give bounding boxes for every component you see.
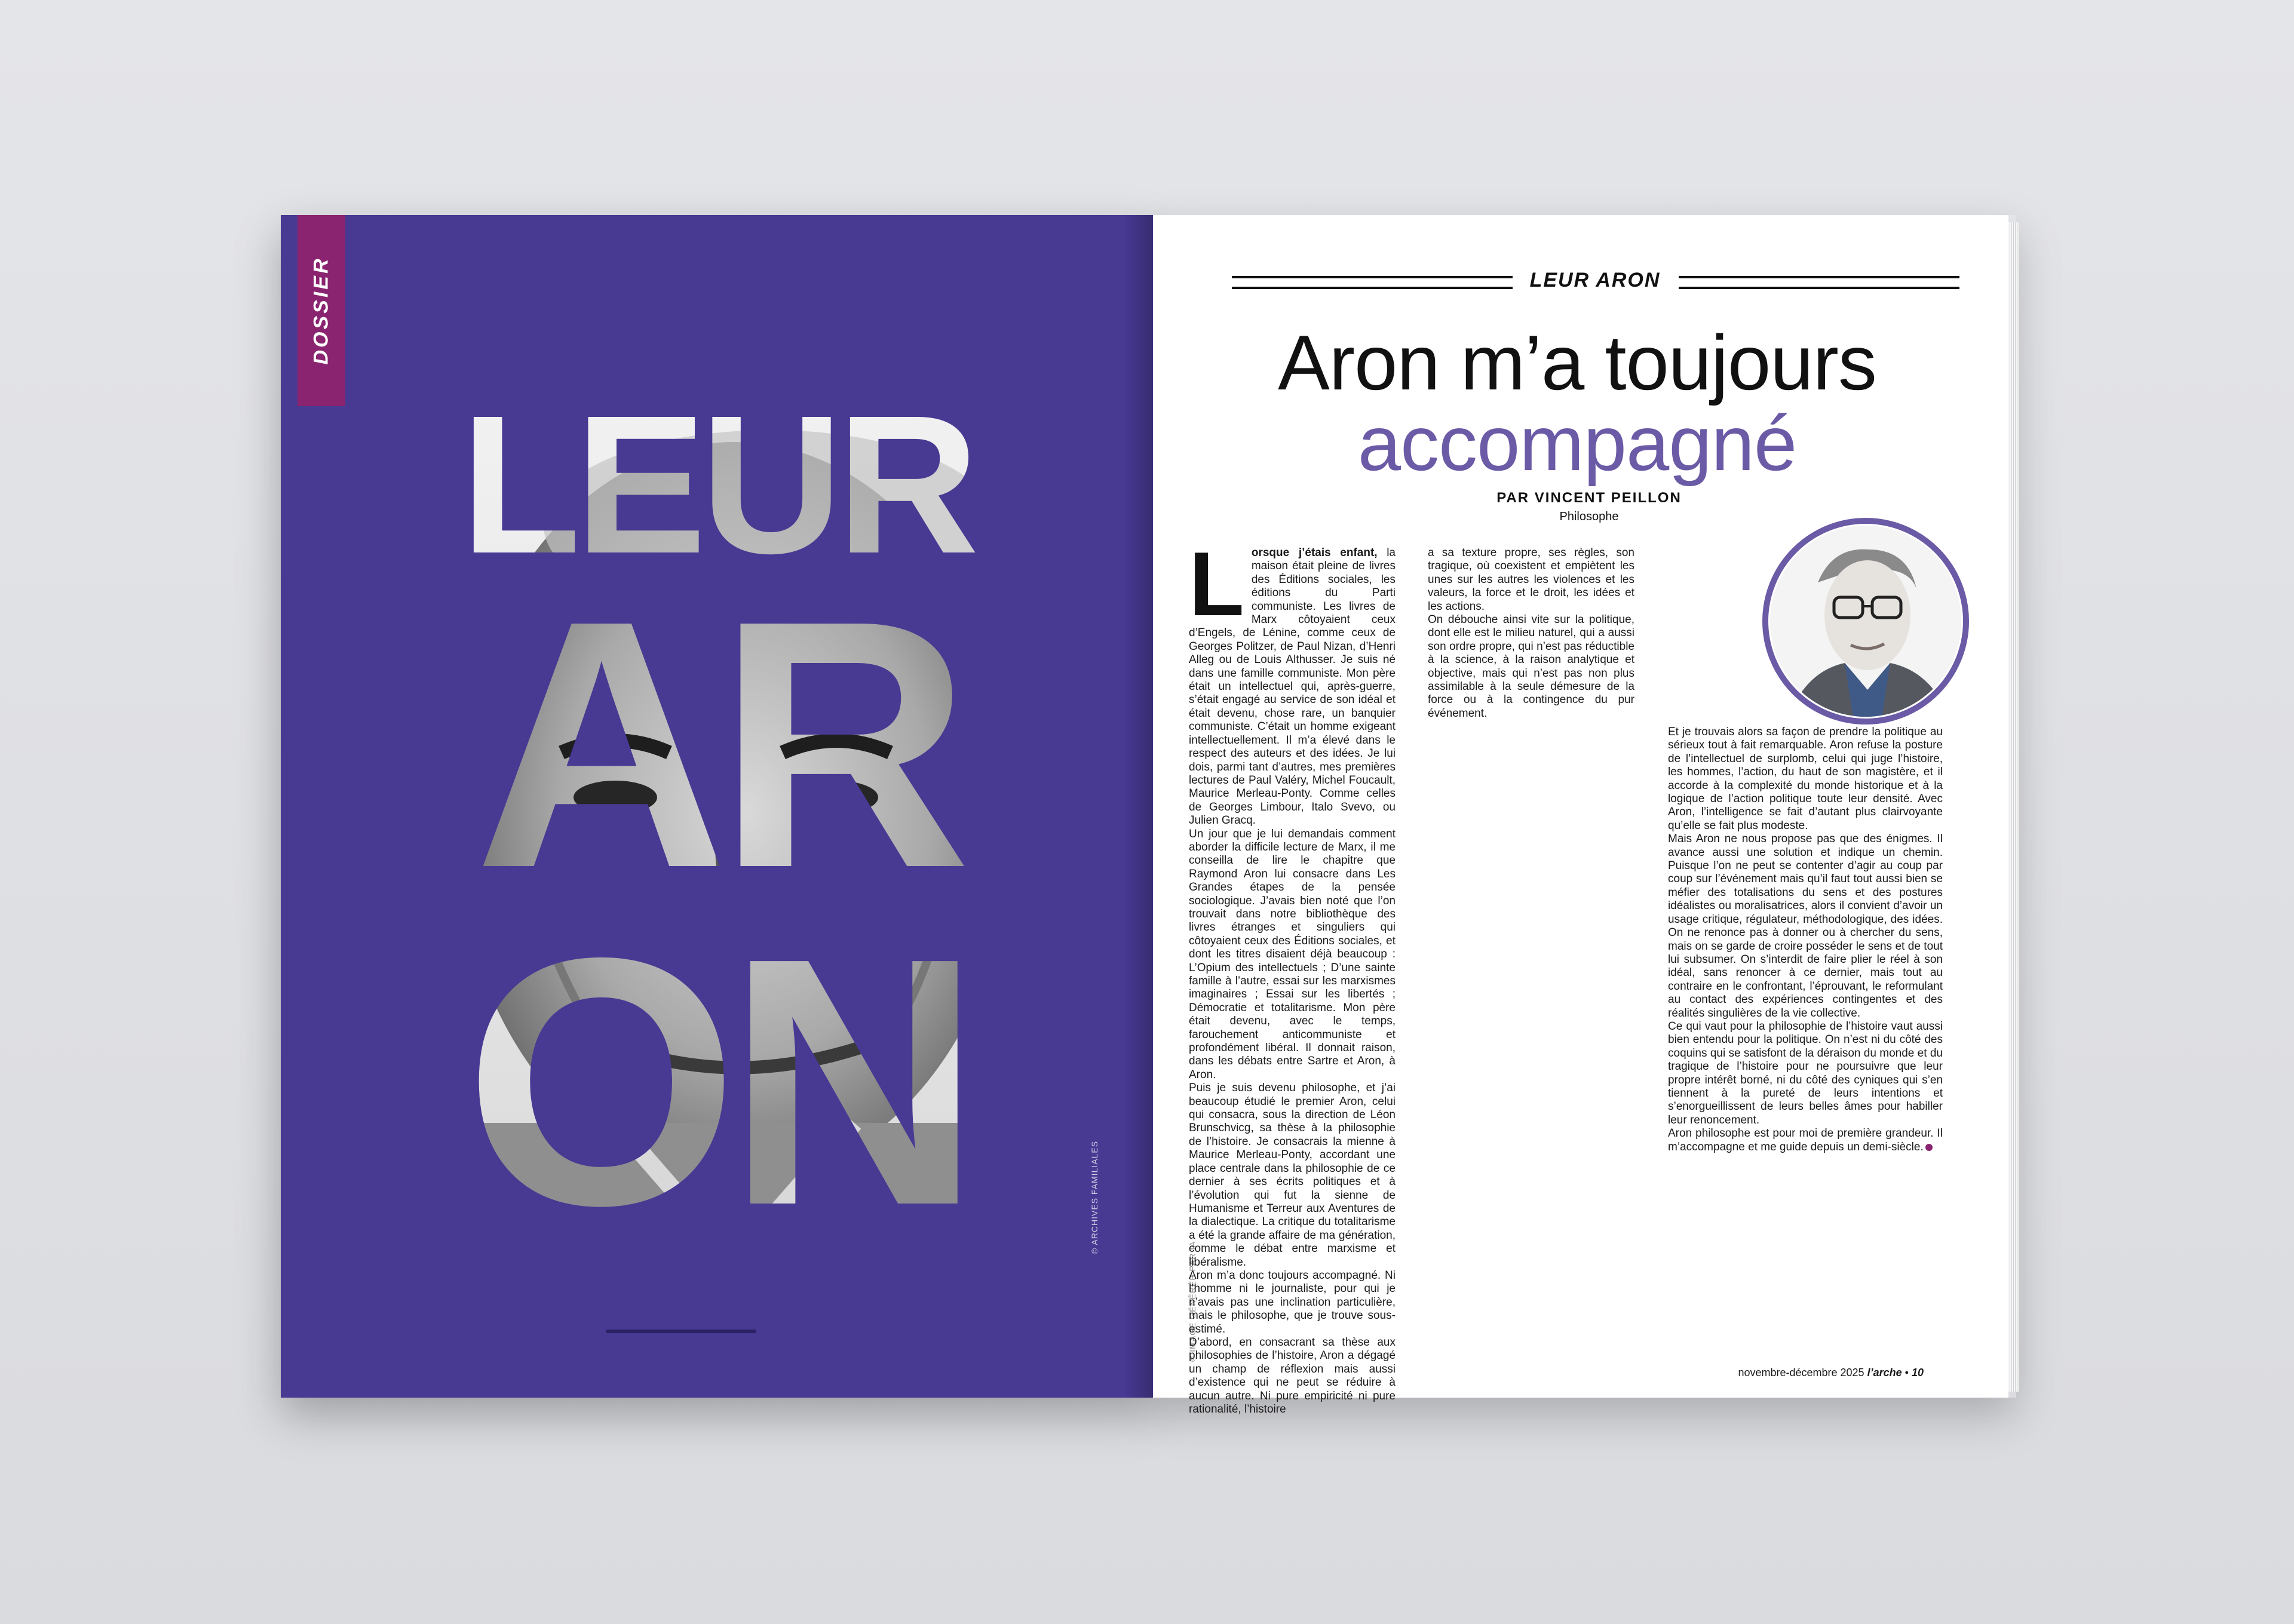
photo-credit: © ARCHIVES FAMILIALES	[1090, 1140, 1099, 1254]
paragraph: Puis je suis devenu philosophe, et j’ai beaucoup étudié le premier Aron, celui qui consacra, sous la direction de Léon Brunschvicg, sa thèse à la philosophie de l’histoire. Je consacrais la mienne à Maurice Merleau-Ponty, accordant une place centrale dans la philosophie de ce dernier à ses écrits politiques et à l’évolution qui fut la sienne de Humanisme et Terreur aux Aventures de la dialectique. La critique du totalitarisme a été la grande affaire de ma génération, comme le débat entre marxisme et libéralisme.	[1189, 1082, 1396, 1269]
section-tab-label: DOSSIER	[309, 256, 333, 365]
paragraph	[1668, 1127, 1943, 1154]
article-headline	[1189, 319, 1965, 487]
page-folio	[1643, 1367, 1924, 1379]
end-mark-icon	[1925, 1144, 1933, 1151]
page-edges	[2008, 222, 2019, 1392]
article-column-1	[1189, 533, 1396, 1416]
article-column-2	[1428, 547, 1634, 720]
headline-line-1: Aron m’a toujours	[1278, 319, 1876, 406]
right-page	[1153, 215, 2008, 1416]
author-portrait	[1761, 517, 1970, 726]
headline-line-2: accompagné	[1357, 400, 1797, 487]
lead-in: orsque j’étais enfant,	[1251, 547, 1378, 559]
paragraph: On débouche ainsi vite sur la politique, dont elle est le milieu naturel, qui a aussi son ordre propre, qui n’est pas réductible à la science, à la raison analytique et objective, mais qui n’est pas non plus assimilable à la seule démesure de la force ou à la contingence du pur événement.	[1428, 613, 1634, 720]
drop-cap: L	[1189, 533, 1244, 635]
decorative-rule	[606, 1330, 756, 1333]
kicker-rule-left	[1232, 276, 1513, 289]
paragraph: Et je trouvais alors sa façon de prendre la politique au sérieux tout à fait remarquable. Aron refuse la posture de l’intellectuel de surplomb, celui qui juge l’histoire, les hommes, l’action, du haut de son magistère, et il accorde à la complexité du monde historique et à la logique de l’action politique toute leur densité. Avec Aron, l’intelligence se fait d’autant plus clairvoyante qu’elle se fait plus modeste.	[1668, 726, 1943, 832]
page-number: 10	[1911, 1367, 1924, 1379]
illustration-credit: © IMAGE GÉNÉRÉE PAR IA	[1188, 1241, 1197, 1362]
magazine-name: l’arche	[1867, 1367, 1902, 1379]
paragraph: Aron m’a donc toujours accompagné. Ni l’homme ni le journaliste, pour qui je n’avais pas une inclination particulière, mais le philosophe, que je trouve sous-estimé.	[1189, 1269, 1396, 1336]
issue-date: novembre-décembre 2025	[1738, 1367, 1864, 1379]
paragraph: Un jour que je lui demandais comment aborder la difficile lecture de Marx, il me conseilla de lire le chapitre que Raymond Aron lui consacre dans Les Grandes étapes de la pensée sociologique. J’avais bien noté que l’on trouvait dans notre bibliothèque des livres étranges et singuliers qui côtoyaient ceux des Éditions sociales, et dont les titres disaient déjà beaucoup : L’Opium des intellectuels ; D’une sainte famille à l’autre, essai sur les marxismes imaginaires ; Essai sur les libertés ; Démocratie et totalitarisme. Mon père était devenu, avec le temps, farouchement anticommuniste et profondément libéral. Il donnait raison, dans les débats entre Sartre et Aron, à Aron.	[1189, 827, 1396, 1081]
byline: PAR VINCENT PEILLON	[1496, 490, 1682, 506]
left-page	[281, 215, 1153, 1398]
kicker-label: LEUR ARON	[1529, 269, 1661, 291]
paragraph-text: la maison était pleine de livres des Éditions sociales, les éditions du Parti communiste. Les livres de Marx côtoyaient ceux d’Engels, de Lénine, comme ceux de Georges Politzer, de Paul Nizan, d’Henri Alleg ou de Louis Althusser. Je suis né dans une famille communiste. Mon père était un intellectuel qui, après-guerre, s’était engagé au service de son idéal et était devenu, chose rare, un banquier communiste. C’était un homme exigeant intellectuellement. Il m’a élevé dans le respect des auteurs et des idées. Je lui dois, parmi tant d’autres, mes premières lectures de Paul Valéry, Michel Foucault, Maurice Merleau-Ponty. Comme celles de Georges Limbour, Italo Svevo, ou Julien Gracq.	[1189, 547, 1396, 827]
kicker-rule-right	[1679, 276, 1959, 289]
paragraph: Mais Aron ne nous propose pas que des énigmes. Il avance aussi une solution et indique un chemin. Puisque l’on ne peut se contenter d’agir au coup par coup sur l’événement mais qu’il faut tout aussi bien se méfier des totalisations du sens et des postures idéalistes ou moralisatrices, alors il convient d’avoir un usage critique, régulateur, méthodologique, des idées. On ne renonce pas à donner ou à chercher du sens, mais on se garde de croire posséder le sens et de tout lui subsumer. On s’interdit de faire plier le réel à son idéal, sans renoncer à ce dernier, mais tout au contraire en le confrontant, l’éprouvant, le reformulant au contact des expériences contingentes et des réalités singulières de la vie collective.	[1668, 833, 1943, 1020]
paragraph: D’abord, en consacrant sa thèse aux philosophies de l’histoire, Aron a dégagé un champ de réflexion mais aussi d’existence qui ne peut se réduire à aucun autre. Ni pure empiricité ni pure rationalité, l’histoire	[1189, 1336, 1396, 1416]
paragraph: a sa texture propre, ses règles, son tragique, où coexistent et empiètent les unes sur les autres les violences et les valeurs, la force et le droit, les idées et les actions.	[1428, 547, 1634, 613]
aron-photograph	[281, 215, 1153, 1398]
folio-separator: •	[1904, 1367, 1909, 1379]
author-role: Philosophe	[1559, 510, 1619, 523]
closing-text: Aron philosophe est pour moi de première grandeur. Il m’accompagne et me guide depuis un demi-siècle.	[1668, 1127, 1943, 1153]
paragraph: Ce qui vaut pour la philosophie de l’histoire vaut aussi bien entendu pour la politique. On n’est ni du côté des coquins qui se satisfont de la déraison du monde et du tragique de l’histoire pour ne poursuivre que leur propre intérêt borné, ni du côté des cyniques qui s’en tiennent à la pureté de leurs intentions et s’enorgueillissent de leurs belles âmes pour habiller leur renoncement.	[1668, 1020, 1943, 1126]
title-photo-lettering	[281, 215, 1153, 1398]
paragraph	[1189, 533, 1396, 828]
article-column-3	[1668, 726, 1943, 1154]
